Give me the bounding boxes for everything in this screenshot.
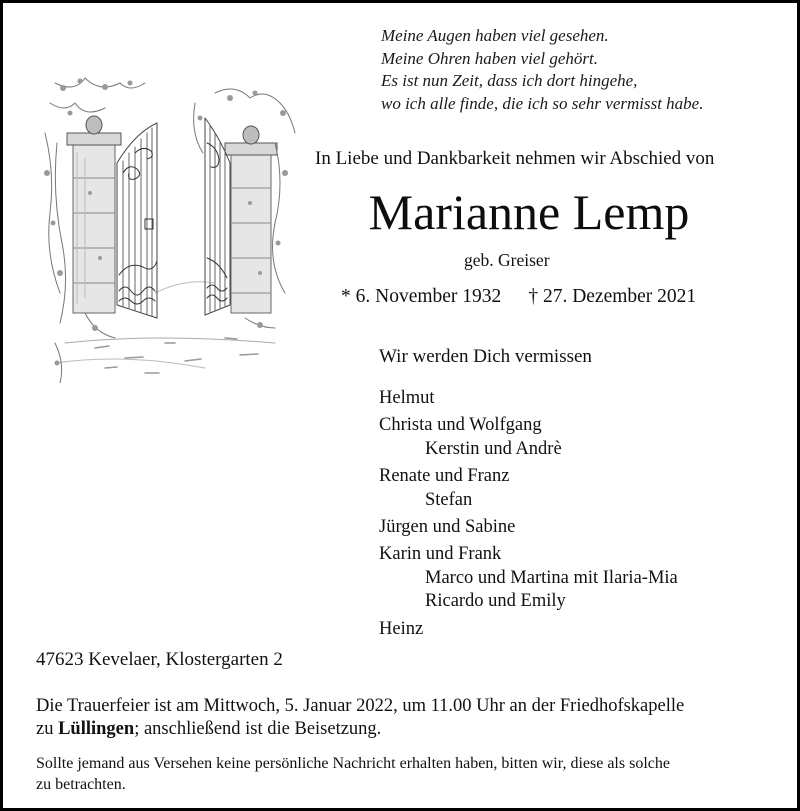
poem-line: wo ich alle finde, die ich so sehr vermisst habe.	[381, 93, 704, 113]
poem-line: Meine Ohren haben viel gehört.	[381, 48, 598, 68]
birth-date: * 6. November 1932	[341, 286, 502, 307]
maiden-name: geb. Greiser	[464, 250, 550, 270]
family-member: Christa und Wolfgang	[379, 415, 542, 436]
service-location: Lüllingen	[58, 719, 135, 739]
family-member: Renate und Franz	[379, 466, 510, 487]
family-heading: Wir werden Dich vermissen	[379, 346, 592, 367]
note-line-1: Sollte jemand aus Versehen keine persönliche Nachricht erhalten haben, bitten wir, diese als solche	[36, 755, 670, 772]
poem-line: Es ist nun Zeit, dass ich dort hingehe,	[381, 71, 638, 90]
note-line-2: zu betrachten.	[36, 776, 126, 793]
family-member-child: Marco und Martina mit Ilaria-Mia	[425, 567, 678, 588]
service-line-2	[36, 718, 684, 741]
life-dates	[341, 286, 696, 308]
family-member-child: Kerstin und Andrè	[425, 438, 562, 459]
poem	[381, 25, 703, 115]
closing-note	[36, 753, 670, 795]
poem-line: Meine Augen haben viel gesehen.	[381, 26, 609, 45]
death-date: † 27. Dezember 2021	[528, 286, 697, 307]
family-member: Karin und Frank	[379, 544, 502, 565]
family-member-child: Stefan	[425, 489, 473, 510]
intro-line: In Liebe und Dankbarkeit nehmen wir Abschied von	[315, 148, 715, 169]
funeral-service-info	[36, 695, 684, 741]
family-member: Heinz	[379, 618, 424, 639]
service-line-1: Die Trauerfeier ist am Mittwoch, 5. Januar 2022, um 11.00 Uhr an der Friedhofskapelle	[36, 696, 685, 716]
family-member-child: Ricardo und Emily	[425, 591, 566, 612]
service-suffix: ; anschließend ist die Beisetzung.	[134, 719, 382, 739]
family-member: Jürgen und Sabine	[379, 516, 516, 537]
deceased-name: Marianne Lemp	[368, 184, 690, 240]
address: 47623 Kevelaer, Klostergarten 2	[36, 649, 283, 670]
service-prefix: zu	[36, 719, 59, 739]
family-member: Helmut	[379, 388, 435, 408]
family-list	[379, 387, 678, 641]
